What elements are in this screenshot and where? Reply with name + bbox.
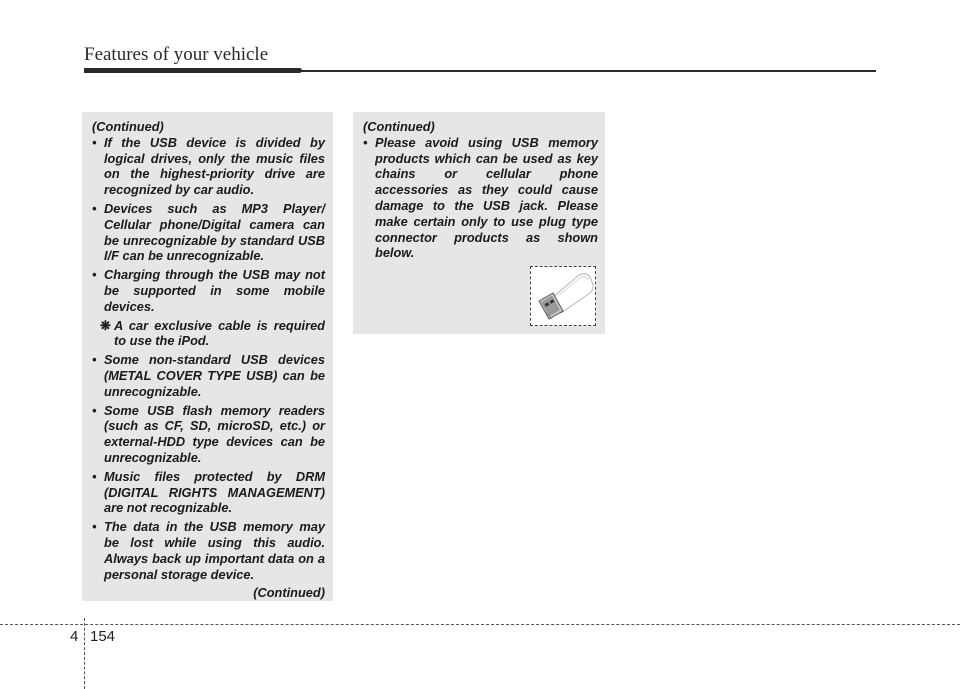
page-number: 154 <box>90 628 116 645</box>
bullet-item: • Charging through the USB may not be supported in some mobile devices. <box>92 267 325 314</box>
header-rule-thin <box>300 70 876 72</box>
footer-vertical-divider <box>84 618 85 689</box>
usb-flash-drive-image <box>530 266 596 326</box>
continued-label-top: (Continued) <box>92 119 164 134</box>
section-number: 4 <box>70 628 79 645</box>
bullet-item: • The data in the USB memory may be lost while using this audio. Always back up important data on a personal storage device. <box>92 519 325 582</box>
left-info-panel <box>82 112 333 601</box>
footer-divider <box>0 624 960 625</box>
bullet-item: • Please avoid using USB memory products which can be used as key chains or cellular phone accessories as they could cause damage to the USB jack. Please make certain only to use plug type connector products as shown below. <box>363 135 598 261</box>
note-text: A car exclusive cable is required to use the iPod. <box>114 317 325 349</box>
right-bullet-list <box>363 135 598 261</box>
continued-label-bottom: (Continued) <box>253 585 325 601</box>
left-bullet-list-2 <box>92 352 325 582</box>
usb-flash-drive-icon <box>531 267 595 325</box>
header-rule-thick <box>84 68 302 73</box>
bullet-item: • Some non-standard USB devices (METAL COVER TYPE USB) can be unrecognizable. <box>92 352 325 399</box>
left-bullet-list-1 <box>92 135 325 315</box>
bullet-item: • If the USB device is divided by logical drives, only the music files on the highest-priority drive are recognized by car audio. <box>92 135 325 198</box>
note-asterisk-icon: ❋ <box>100 317 111 333</box>
ipod-cable-note <box>92 318 325 350</box>
bullet-item: • Music files protected by DRM (DIGITAL RIGHTS MANAGEMENT) are not recognizable. <box>92 469 325 516</box>
bullet-item: • Some USB flash memory readers (such as CF, SD, microSD, etc.) or external-HDD type devices can be unrecognizable. <box>92 403 325 466</box>
page-header-title: Features of your vehicle <box>84 44 269 65</box>
continued-label-top: (Continued) <box>363 119 435 134</box>
bullet-item: • Devices such as MP3 Player/ Cellular phone/Digital camera can be unrecognizable by standard USB I/F can be unrecognizable. <box>92 201 325 264</box>
